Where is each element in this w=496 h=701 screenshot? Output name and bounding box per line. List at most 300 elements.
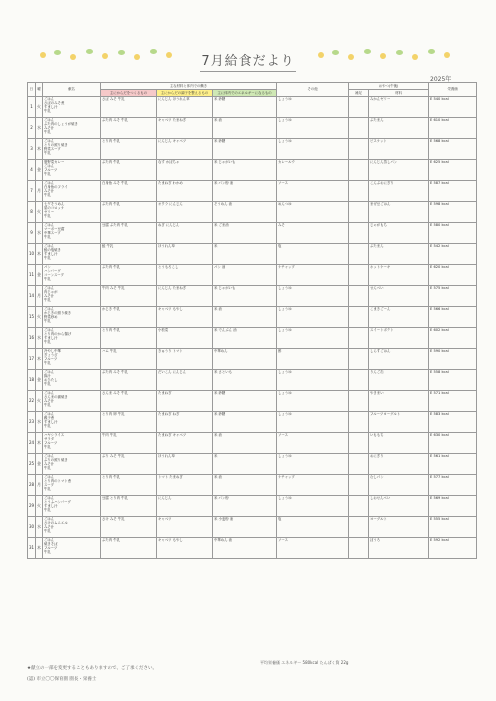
col-body-condition: 主にからだの調子を整えるもの bbox=[157, 90, 213, 97]
menu-cell bbox=[43, 286, 101, 307]
table-row bbox=[28, 286, 477, 307]
snack-cell: ヨーグルト bbox=[369, 517, 429, 538]
weekday-cell: 水 bbox=[36, 412, 43, 433]
body-building-cell: とり肉 卵 牛乳 bbox=[101, 412, 157, 433]
weekday-cell: 火 bbox=[36, 202, 43, 223]
nutrition-cell: E 577 kcal bbox=[429, 475, 477, 496]
menu-item: 牛乳 bbox=[44, 298, 51, 303]
other-cell: ソース bbox=[277, 433, 349, 454]
year-label: 2025年 bbox=[430, 76, 452, 83]
snack-cell: しらすごはん bbox=[369, 349, 429, 370]
day-cell: 23 bbox=[28, 412, 36, 433]
menu-item: ごはん bbox=[44, 118, 55, 122]
menu-item: 牛乳 bbox=[44, 361, 51, 366]
nutrition-cell: E 610 kcal bbox=[429, 118, 477, 139]
menu-item: 牛乳 bbox=[44, 235, 51, 240]
snack-note-cell bbox=[349, 202, 369, 223]
menu-item: 牛乳 bbox=[44, 403, 51, 408]
snack-cell: ホットケーキ bbox=[369, 265, 429, 286]
energy-cell: 米 油 bbox=[213, 307, 277, 328]
weekday-cell: 金 bbox=[36, 160, 43, 181]
body-building-cell: さけ みそ 牛乳 bbox=[101, 517, 157, 538]
energy-cell: 米 パン粉 bbox=[213, 496, 277, 517]
nutrition-cell: E 540 kcal bbox=[429, 97, 477, 118]
col-nutrition: 栄養価 bbox=[429, 83, 477, 97]
weekday-cell: 月 bbox=[36, 181, 43, 202]
menu-item: 野菜炒め bbox=[44, 315, 58, 320]
other-cell: しょうゆ bbox=[277, 328, 349, 349]
menu-item: 豚汁 bbox=[44, 374, 51, 379]
menu-item: ぎょうざ bbox=[44, 353, 58, 358]
weekday-cell: 火 bbox=[36, 307, 43, 328]
nutrition-cell: E 583 kcal bbox=[429, 412, 477, 433]
day-cell: 15 bbox=[28, 307, 36, 328]
menu-item: とりの照り焼き bbox=[44, 143, 68, 148]
col-weekday: 曜 bbox=[36, 83, 43, 97]
menu-item: とうふハンバーグ bbox=[44, 500, 71, 505]
table-row bbox=[28, 517, 477, 538]
table-row bbox=[28, 412, 477, 433]
table-row bbox=[28, 160, 477, 181]
body-condition-cell: なす かぼちゃ bbox=[157, 160, 213, 181]
menu-item: ごはん bbox=[44, 97, 55, 101]
nutrition-cell: E 590 kcal bbox=[429, 349, 477, 370]
body-condition-cell: にんじん ほうれん草 bbox=[157, 97, 213, 118]
body-condition-cell: とうもろこし bbox=[157, 265, 213, 286]
snack-cell: やきまい bbox=[369, 391, 429, 412]
menu-item: 焼きそば bbox=[44, 542, 58, 547]
menu-item: 牛乳 bbox=[44, 151, 51, 156]
body-building-cell: 豆腐 とり肉 牛乳 bbox=[101, 496, 157, 517]
snack-cell: ぶたまん bbox=[369, 244, 429, 265]
snack-cell: フルーツヨーグルト bbox=[369, 412, 429, 433]
menu-item: ごはん bbox=[44, 286, 55, 290]
nutrition-cell: E 598 kcal bbox=[429, 202, 477, 223]
day-cell: 14 bbox=[28, 286, 36, 307]
menu-item: おひたし bbox=[44, 378, 58, 383]
menu-cell bbox=[43, 97, 101, 118]
menu-item: 牛乳 bbox=[44, 109, 51, 114]
other-cell: しょうゆ bbox=[277, 412, 349, 433]
nutrition-cell: E 630 kcal bbox=[429, 433, 477, 454]
energy-cell: 米 小麦粉 油 bbox=[213, 517, 277, 538]
menu-item: 牛乳 bbox=[44, 130, 51, 135]
table-row bbox=[28, 370, 477, 391]
snack-note-cell bbox=[349, 496, 369, 517]
day-cell: 8 bbox=[28, 202, 36, 223]
menu-item: とり肉のトマト煮 bbox=[44, 479, 72, 484]
snack-cell: みかんゼリー bbox=[369, 97, 429, 118]
body-condition-cell: にんじん bbox=[157, 496, 213, 517]
snack-note-cell bbox=[349, 223, 369, 244]
table-row bbox=[28, 391, 477, 412]
menu-item: ハンバーグ bbox=[44, 269, 61, 274]
snack-cell: ぶたまん bbox=[369, 118, 429, 139]
page-title: 7月給食だより bbox=[0, 50, 496, 72]
menu-item: 牛乳 bbox=[44, 277, 51, 282]
day-cell: 17 bbox=[28, 349, 36, 370]
snack-note-cell bbox=[349, 349, 369, 370]
energy-cell: 米 油 bbox=[213, 118, 277, 139]
body-building-cell: とり肉 牛乳 bbox=[101, 139, 157, 160]
menu-item: 中華スープ bbox=[44, 231, 61, 236]
menu-cell bbox=[43, 370, 101, 391]
body-building-cell: ぶた肉 みそ 牛乳 bbox=[101, 118, 157, 139]
day-cell: 31 bbox=[28, 538, 36, 559]
table-row bbox=[28, 97, 477, 118]
snack-note-cell bbox=[349, 244, 369, 265]
weekday-cell: 金 bbox=[36, 265, 43, 286]
menu-item: コーンスープ bbox=[44, 273, 64, 278]
menu-item: ごはん bbox=[44, 328, 55, 332]
menu-item: ごはん bbox=[44, 538, 55, 542]
menu-item: みそ汁 bbox=[44, 462, 55, 467]
other-cell: しょうゆ bbox=[277, 454, 349, 475]
table-row bbox=[28, 181, 477, 202]
menu-item: 牛乳 bbox=[44, 550, 51, 555]
body-building-cell: さば みそ 牛乳 bbox=[101, 97, 157, 118]
nutrition-cell: E 558 kcal bbox=[429, 370, 477, 391]
body-building-cell: ぶた肉 牛乳 bbox=[101, 265, 157, 286]
other-cell: 酢 bbox=[277, 349, 349, 370]
day-cell: 9 bbox=[28, 223, 36, 244]
menu-cell bbox=[43, 118, 101, 139]
day-cell: 4 bbox=[28, 160, 36, 181]
menu-item: 牛乳 bbox=[44, 466, 51, 471]
menu-item: 鮭の塩焼き bbox=[44, 248, 61, 253]
menu-item: フルーツ bbox=[44, 441, 58, 446]
menu-cell bbox=[43, 349, 101, 370]
menu-cell bbox=[43, 412, 101, 433]
snack-note-cell bbox=[349, 181, 369, 202]
menu-item: みそ汁 bbox=[44, 294, 55, 299]
energy-cell: パン 油 bbox=[213, 265, 277, 286]
energy-cell: 米 bbox=[213, 454, 277, 475]
menu-table bbox=[27, 82, 477, 559]
menu-item: ごはん bbox=[44, 517, 55, 521]
body-building-cell: さんま みそ 牛乳 bbox=[101, 391, 157, 412]
weekday-cell: 火 bbox=[36, 97, 43, 118]
weekday-cell: 木 bbox=[36, 349, 43, 370]
snack-note-cell bbox=[349, 538, 369, 559]
snack-note-cell bbox=[349, 475, 369, 496]
table-row bbox=[28, 349, 477, 370]
weekday-cell: 木 bbox=[36, 538, 43, 559]
day-cell: 1 bbox=[28, 97, 36, 118]
energy-cell: 米 じゃがいも bbox=[213, 160, 277, 181]
snack-note-cell bbox=[349, 328, 369, 349]
body-condition-cell: ねぎ にんじん bbox=[157, 223, 213, 244]
menu-item: 星のコロッケ bbox=[44, 206, 65, 211]
table-row bbox=[28, 328, 477, 349]
menu-item: 夏野菜カレー bbox=[44, 160, 65, 164]
menu-cell bbox=[43, 454, 101, 475]
weekday-cell: 水 bbox=[36, 118, 43, 139]
day-cell: 16 bbox=[28, 328, 36, 349]
menu-cell bbox=[43, 181, 101, 202]
body-building-cell: ぶた肉 牛乳 bbox=[101, 160, 157, 181]
snack-note-cell bbox=[349, 517, 369, 538]
energy-cell: そうめん 油 bbox=[213, 202, 277, 223]
table-row bbox=[28, 433, 477, 454]
menu-item: ごはん bbox=[44, 181, 55, 185]
snack-note-cell bbox=[349, 118, 369, 139]
other-cell: 塩 bbox=[277, 517, 349, 538]
col-menu: 献名 bbox=[43, 83, 101, 97]
weekday-cell: 火 bbox=[36, 391, 43, 412]
nutrition-cell: E 602 kcal bbox=[429, 328, 477, 349]
day-cell: 2 bbox=[28, 118, 36, 139]
menu-item: 牛乳 bbox=[44, 445, 51, 450]
other-cell: 塩 bbox=[277, 244, 349, 265]
menu-item: ごはん bbox=[44, 307, 55, 311]
menu-item: すまし汁 bbox=[44, 252, 58, 257]
nutrition-cell: E 625 kcal bbox=[429, 160, 477, 181]
body-condition-cell: オクラ にんじん bbox=[157, 202, 213, 223]
body-building-cell: とり肉 牛乳 bbox=[101, 475, 157, 496]
snack-cell: じゃがもち bbox=[369, 223, 429, 244]
nutrition-cell: E 566 kcal bbox=[429, 307, 477, 328]
weekday-cell: 水 bbox=[36, 223, 43, 244]
day-cell: 28 bbox=[28, 475, 36, 496]
menu-cell bbox=[43, 517, 101, 538]
menu-item: ごはん bbox=[44, 475, 55, 479]
day-cell: 24 bbox=[28, 433, 36, 454]
menu-item: パン bbox=[44, 265, 51, 269]
body-condition-cell: にんじん たまねぎ bbox=[157, 286, 213, 307]
day-cell: 25 bbox=[28, 454, 36, 475]
body-building-cell: 豆腐 ぶた肉 牛乳 bbox=[101, 223, 157, 244]
energy-cell: 米 砂糖 bbox=[213, 97, 277, 118]
snack-note-cell bbox=[349, 412, 369, 433]
day-cell: 3 bbox=[28, 139, 36, 160]
menu-item: マーボー豆腐 bbox=[44, 227, 65, 232]
weekday-cell: 金 bbox=[36, 370, 43, 391]
menu-item: みそ汁 bbox=[44, 399, 55, 404]
nutrition-cell: E 575 kcal bbox=[429, 286, 477, 307]
other-cell: しょうゆ bbox=[277, 97, 349, 118]
menu-cell bbox=[43, 391, 101, 412]
body-condition-cell: キャベツ bbox=[157, 517, 213, 538]
weekday-cell: 木 bbox=[36, 433, 43, 454]
day-cell: 7 bbox=[28, 181, 36, 202]
menu-item: かじきの照り焼き bbox=[44, 311, 72, 316]
body-building-cell: 鮭 牛乳 bbox=[101, 244, 157, 265]
day-cell: 10 bbox=[28, 244, 36, 265]
menu-item: ごはん bbox=[44, 244, 55, 248]
table-row bbox=[28, 475, 477, 496]
menu-item: サラダ bbox=[44, 437, 55, 442]
menu-item: さけのムニエル bbox=[44, 521, 68, 526]
menu-item: すまし汁 bbox=[44, 336, 58, 341]
snack-note-cell bbox=[349, 139, 369, 160]
other-cell: めんつゆ bbox=[277, 202, 349, 223]
menu-item: 牛乳 bbox=[44, 424, 51, 429]
other-cell: ソース bbox=[277, 181, 349, 202]
menu-item: 野菜スープ bbox=[44, 147, 61, 152]
menu-item: 牛乳 bbox=[44, 508, 51, 513]
snack-cell: にんじん蒸しパン bbox=[369, 160, 429, 181]
nutrition-cell: E 555 kcal bbox=[429, 517, 477, 538]
other-cell: しょうゆ bbox=[277, 307, 349, 328]
menu-item: 牛乳 bbox=[44, 529, 51, 534]
menu-cell bbox=[43, 223, 101, 244]
menu-item: すまし汁 bbox=[44, 105, 58, 110]
col-snack-items: 材料 bbox=[369, 90, 429, 97]
menu-item: 七夕そうめん bbox=[44, 202, 65, 206]
snack-note-cell bbox=[349, 370, 369, 391]
menu-item: みそ汁 bbox=[44, 126, 55, 131]
other-cell: しょうゆ bbox=[277, 139, 349, 160]
nutrition-cell: E 569 kcal bbox=[429, 496, 477, 517]
nutrition-cell: E 580 kcal bbox=[429, 223, 477, 244]
nutrition-cell: E 571 kcal bbox=[429, 391, 477, 412]
menu-item: フルーツ bbox=[44, 546, 58, 551]
weekday-cell: 月 bbox=[36, 286, 43, 307]
menu-item: フルーツ bbox=[44, 357, 58, 362]
body-condition-cell: たまねぎ わかめ bbox=[157, 181, 213, 202]
menu-cell bbox=[43, 433, 101, 454]
menu-item: ぶりの照り焼き bbox=[44, 458, 68, 463]
menu-item: 親子煮 bbox=[44, 416, 55, 421]
weekday-cell: 水 bbox=[36, 328, 43, 349]
body-building-cell: かじき 牛乳 bbox=[101, 307, 157, 328]
menu-cell bbox=[43, 496, 101, 517]
body-condition-cell: キャベツ たまねぎ bbox=[157, 118, 213, 139]
notice-text: ★献立の一部を変更することもありますので、ご了承ください。 bbox=[27, 666, 157, 671]
snack-cell: ぼうろ bbox=[369, 538, 429, 559]
snack-note-cell bbox=[349, 265, 369, 286]
menu-item: 牛乳 bbox=[44, 172, 51, 177]
menu-item: ごはん bbox=[44, 391, 55, 395]
menu-item: ごはん bbox=[44, 496, 55, 500]
energy-cell: 米 bbox=[213, 244, 277, 265]
menu-item: 白身魚のフライ bbox=[44, 185, 68, 190]
menu-cell bbox=[43, 328, 101, 349]
body-condition-cell: キャベツ もやし bbox=[157, 538, 213, 559]
weekday-cell: 金 bbox=[36, 454, 43, 475]
menu-cell bbox=[43, 475, 101, 496]
menu-item: ごはん bbox=[44, 370, 55, 374]
table-row bbox=[28, 265, 477, 286]
energy-cell: 米 でんぷん 油 bbox=[213, 328, 277, 349]
weekday-cell: 月 bbox=[36, 475, 43, 496]
body-condition-cell: 小松菜 bbox=[157, 328, 213, 349]
menu-cell bbox=[43, 307, 101, 328]
day-cell: 18 bbox=[28, 370, 36, 391]
weekday-cell: 火 bbox=[36, 496, 43, 517]
nutrition-cell: E 620 kcal bbox=[429, 265, 477, 286]
snack-cell: むしパン bbox=[369, 475, 429, 496]
menu-item: 肉じゃが bbox=[44, 290, 58, 295]
nutrition-cell: E 568 kcal bbox=[429, 139, 477, 160]
snack-cell: りんご缶 bbox=[369, 370, 429, 391]
energy-cell: 中華めん bbox=[213, 349, 277, 370]
other-cell: しょうゆ bbox=[277, 118, 349, 139]
menu-item: 冷やし中華 bbox=[44, 349, 61, 353]
menu-item: ごはん bbox=[44, 139, 55, 143]
menu-item: ごはん bbox=[44, 164, 55, 169]
menu-item: ぶた肉のしょうが焼き bbox=[44, 122, 78, 127]
table-row bbox=[28, 139, 477, 160]
other-cell: しょうゆ bbox=[277, 370, 349, 391]
snack-cell: こまきごーん bbox=[369, 307, 429, 328]
body-building-cell: ぶた肉 牛乳 bbox=[101, 538, 157, 559]
menu-item: ごはん bbox=[44, 454, 55, 458]
menu-cell bbox=[43, 244, 101, 265]
menu-cell bbox=[43, 160, 101, 181]
snack-note-cell bbox=[349, 97, 369, 118]
body-condition-cell: たまねぎ キャベツ bbox=[157, 433, 213, 454]
day-cell: 22 bbox=[28, 391, 36, 412]
col-snack: おやつ(午後) bbox=[349, 83, 429, 90]
menu-item: 牛乳 bbox=[44, 256, 51, 261]
body-condition-cell: トマト たまねぎ bbox=[157, 475, 213, 496]
nutrition-cell: E 542 kcal bbox=[429, 244, 477, 265]
table-row bbox=[28, 496, 477, 517]
weekday-cell: 木 bbox=[36, 139, 43, 160]
menu-item: ごはん bbox=[44, 412, 55, 416]
weekday-cell: 水 bbox=[36, 517, 43, 538]
menu-item: 牛乳 bbox=[44, 487, 51, 492]
menu-item: とり肉のから揚げ bbox=[44, 332, 72, 337]
body-condition-cell: きゅうり トマト bbox=[157, 349, 213, 370]
other-cell: ケチャップ bbox=[277, 475, 349, 496]
table-row bbox=[28, 202, 477, 223]
other-cell: みそ bbox=[277, 223, 349, 244]
table-row bbox=[28, 223, 477, 244]
body-building-cell: 牛肉 牛乳 bbox=[101, 433, 157, 454]
table-row bbox=[28, 118, 477, 139]
col-snack-note: 補足 bbox=[349, 90, 369, 97]
table-row bbox=[28, 538, 477, 559]
menu-item: さばのみそ煮 bbox=[44, 101, 65, 106]
energy-cell: 米 砂糖 bbox=[213, 391, 277, 412]
menu-item: フルーツ bbox=[44, 168, 58, 173]
menu-item: ハヤシライス bbox=[44, 433, 65, 437]
col-group-main: 主な材料と体内での働き bbox=[101, 83, 277, 90]
body-building-cell: ハム 牛乳 bbox=[101, 349, 157, 370]
other-cell: しょうゆ bbox=[277, 286, 349, 307]
menu-cell bbox=[43, 538, 101, 559]
nutrition-cell: E 587 kcal bbox=[429, 181, 477, 202]
body-condition-cell: キャベツ もやし bbox=[157, 307, 213, 328]
day-cell: 29 bbox=[28, 496, 36, 517]
body-building-cell: ぶた肉 牛乳 bbox=[101, 202, 157, 223]
table-row bbox=[28, 244, 477, 265]
menu-item: みそ汁 bbox=[44, 189, 55, 194]
menu-item: 牛乳 bbox=[44, 340, 51, 345]
snack-cell: ビスケット bbox=[369, 139, 429, 160]
menu-item: すまし汁 bbox=[44, 504, 58, 509]
snack-note-cell bbox=[349, 307, 369, 328]
col-other: その他 bbox=[277, 83, 349, 97]
body-condition-cell: たまねぎ ねぎ bbox=[157, 412, 213, 433]
menu-item: スープ bbox=[44, 483, 54, 488]
menu-cell bbox=[43, 202, 101, 223]
snack-cell: おにぎり bbox=[369, 454, 429, 475]
table-row bbox=[28, 454, 477, 475]
snack-note-cell bbox=[349, 433, 369, 454]
energy-cell: 米 砂糖 bbox=[213, 139, 277, 160]
other-cell: しょうゆ bbox=[277, 496, 349, 517]
other-cell: ケチャップ bbox=[277, 265, 349, 286]
energy-cell: 米 じゃがいも bbox=[213, 286, 277, 307]
body-building-cell: 白身魚 みそ 牛乳 bbox=[101, 181, 157, 202]
nutrition-cell: E 592 kcal bbox=[429, 538, 477, 559]
school-name: (認) 市立〇〇保育園 園長・栄養士 bbox=[27, 677, 97, 682]
energy-cell: 中華めん 油 bbox=[213, 538, 277, 559]
